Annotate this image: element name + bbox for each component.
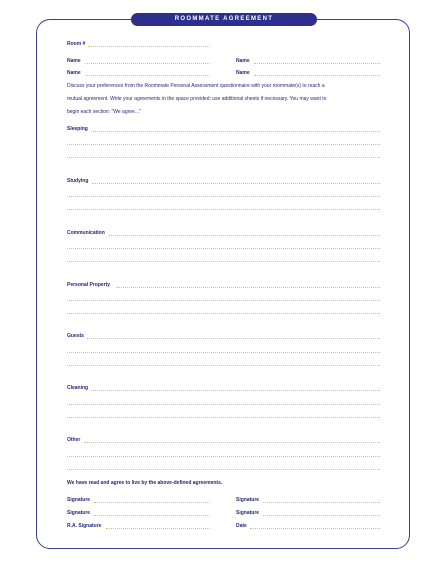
- sleeping-line[interactable]: [91, 131, 380, 132]
- intro-line-1: Discuss your preferences from the Roommate Personal Assessment questionnaire with your roommate(s) to reach a: [67, 83, 325, 89]
- signature-label-left-1: Signature: [67, 497, 91, 503]
- section-label-studying: Studying: [67, 178, 89, 184]
- name-field-left-1[interactable]: [85, 63, 210, 64]
- section-label-cleaning: Cleaning: [67, 385, 89, 391]
- studying-line[interactable]: [67, 209, 380, 210]
- name-field-right-1[interactable]: [254, 63, 380, 64]
- signature-label-left-2: Signature: [67, 510, 91, 516]
- intro-line-2: mutual agreement. Write your agreements in the space provided; use additional sheets if necessary. You may want to: [67, 96, 327, 102]
- signature-label-right-1: Signature: [236, 497, 260, 503]
- room-field[interactable]: [88, 46, 210, 47]
- personal-property-line[interactable]: [67, 300, 380, 301]
- room-label: Room #: [67, 41, 86, 47]
- signature-label-right-2: Signature: [236, 510, 260, 516]
- cleaning-line[interactable]: [91, 390, 380, 391]
- guests-line[interactable]: [67, 352, 380, 353]
- closing-statement: We have read and agree to live by the above-defined agreements.: [67, 480, 223, 486]
- section-label-sleeping: Sleeping: [67, 126, 88, 132]
- signature-field-left-2[interactable]: [94, 515, 210, 516]
- ra-signature-field[interactable]: [106, 528, 210, 529]
- section-label-other: Other: [67, 437, 81, 443]
- studying-line[interactable]: [92, 183, 380, 184]
- communication-line[interactable]: [109, 235, 380, 236]
- personal-property-line[interactable]: [116, 287, 380, 288]
- section-label-communication: Communication: [67, 230, 105, 236]
- sleeping-line[interactable]: [67, 144, 380, 145]
- cleaning-line[interactable]: [67, 404, 380, 405]
- name-label-right-1: Name: [236, 58, 250, 64]
- other-line[interactable]: [84, 442, 380, 443]
- intro-line-3: begin each section: "We agree...": [67, 109, 141, 115]
- communication-line[interactable]: [67, 248, 380, 249]
- signature-field-right-1[interactable]: [263, 502, 380, 503]
- signature-field-right-2[interactable]: [263, 515, 380, 516]
- cleaning-line[interactable]: [67, 417, 380, 418]
- studying-line[interactable]: [67, 196, 380, 197]
- section-label-personal-property: Personal Property: [67, 282, 111, 288]
- name-label-left-2: Name: [67, 70, 81, 76]
- signature-field-left-1[interactable]: [94, 502, 210, 503]
- name-field-right-2[interactable]: [254, 75, 380, 76]
- date-field[interactable]: [250, 528, 380, 529]
- communication-line[interactable]: [67, 261, 380, 262]
- name-label-right-2: Name: [236, 70, 250, 76]
- personal-property-line[interactable]: [67, 313, 380, 314]
- section-label-guests: Guests: [67, 333, 84, 339]
- form-title: ROOMMATE AGREEMENT: [131, 13, 317, 26]
- name-field-left-2[interactable]: [85, 75, 210, 76]
- ra-signature-label: R.A. Signature: [67, 523, 102, 529]
- other-line[interactable]: [67, 456, 380, 457]
- guests-line[interactable]: [67, 365, 380, 366]
- guests-line[interactable]: [87, 338, 380, 339]
- sleeping-line[interactable]: [67, 157, 380, 158]
- date-label: Date: [236, 523, 247, 529]
- name-label-left-1: Name: [67, 58, 81, 64]
- other-line[interactable]: [67, 469, 380, 470]
